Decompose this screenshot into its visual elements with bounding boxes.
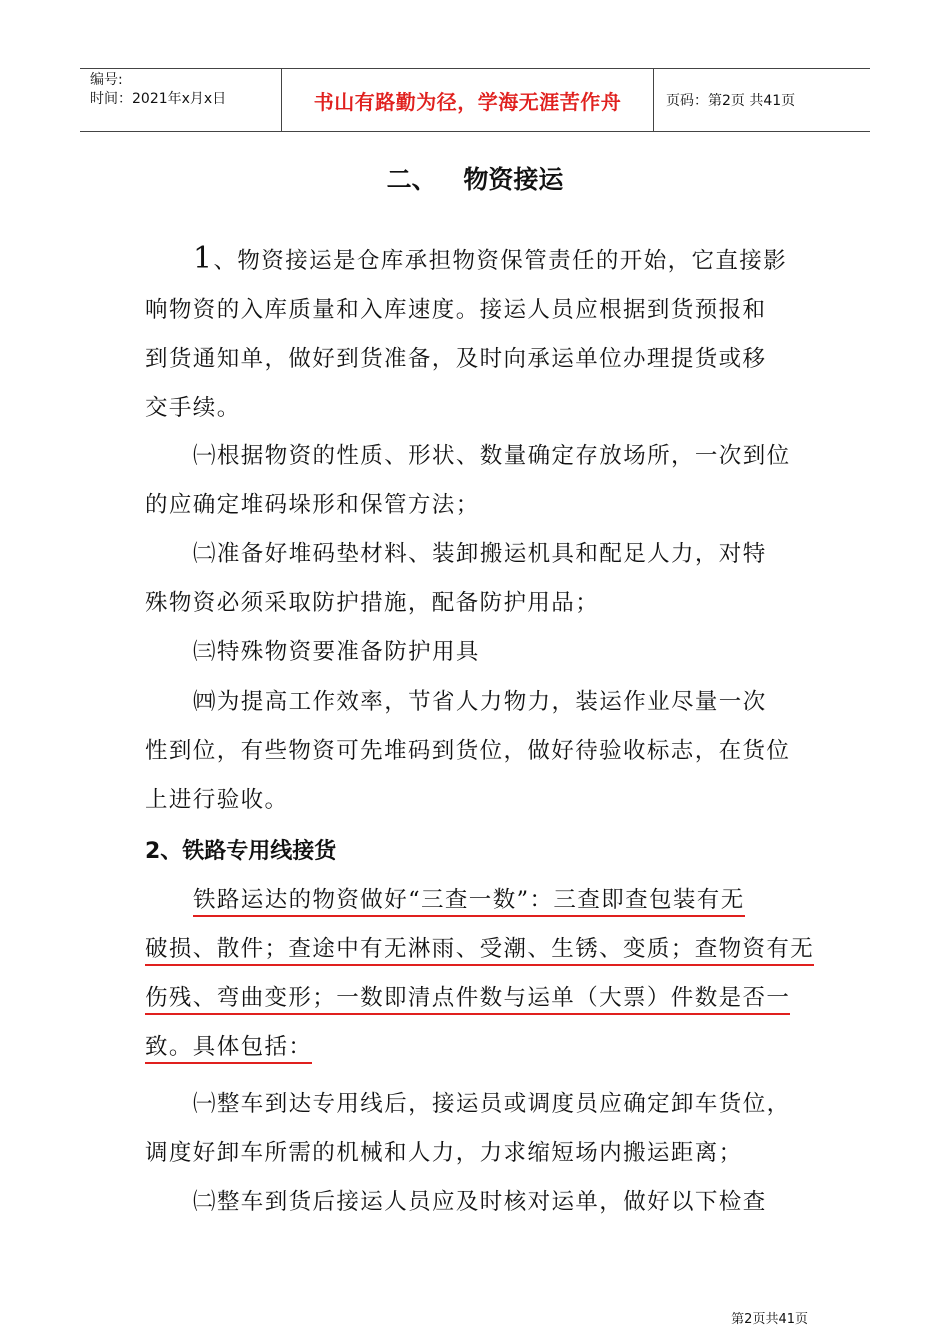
paragraph-line: 致。具体包括： — [145, 1023, 810, 1072]
page-header — [80, 68, 870, 132]
list-item: ㈠根据物资的性质、形状、数量确定存放场所，一次到位 的应确定堆码垛形和保管方法； — [145, 443, 791, 518]
header-motto: 书山有路勤为径，学海无涯苦作舟 — [282, 69, 654, 131]
paragraph-line: 响物资的入库质量和入库速度。接运人员应根据到货预报和 — [145, 297, 767, 323]
section-heading: 2、铁路专用线接货 — [145, 839, 337, 864]
header-page-info: 页码：第2页 共41页 — [666, 93, 796, 109]
paragraph-line: 1、物资接运是仓库承担物资保管责任的开始，它直接影 — [193, 241, 788, 276]
list-item: ㈠整车到达专用线后，接运员或调度员应确定卸车货位， 调度好卸车所需的机械和人力，力求缩短场内搬运距离； — [145, 1091, 791, 1166]
page-footer: 第2页共41页 — [731, 1312, 808, 1327]
time-label: 时间：2021年x月x日 — [90, 91, 227, 107]
list-item: ㈡准备好堆码垫材料、装卸搬运机具和配足人力，对特 殊物资必须采取防护措施，配备防护用品； — [145, 541, 767, 616]
paragraph-2-underlined — [145, 876, 815, 1072]
list-item: ㈣为提高工作效率，节省人力物力，装运作业尽量一次 性到位，有些物资可先堆码到货位，做好待验收标志，在货位 上进行验收。 — [145, 689, 791, 813]
section-title: 二、 物资接运 — [386, 165, 564, 194]
list-item: ㈡整车到货后接运人员应及时核对运单，做好以下检查 — [193, 1189, 767, 1215]
number-label: 编号: — [90, 72, 123, 88]
paragraph-number: 1 — [193, 241, 214, 276]
paragraph-line: 铁路运达的物资做好“三查一数”：三查即查包装有无 — [145, 876, 810, 925]
paragraph-line: 伤残、弯曲变形；一数即清点件数与运单（大票）件数是否一 — [145, 974, 810, 1023]
paragraph-line: 到货通知单，做好到货准备，及时向承运单位办理提货或移 — [145, 346, 767, 372]
paragraph-line: 破损、散件；查途中有无淋雨、受潮、生锈、变质；查物资有无 — [145, 925, 810, 974]
header-meta — [80, 69, 282, 131]
paragraph-line: 交手续。 — [145, 395, 241, 421]
list-item: ㈢特殊物资要准备防护用具 — [193, 639, 480, 665]
paragraph-1 — [145, 234, 810, 433]
